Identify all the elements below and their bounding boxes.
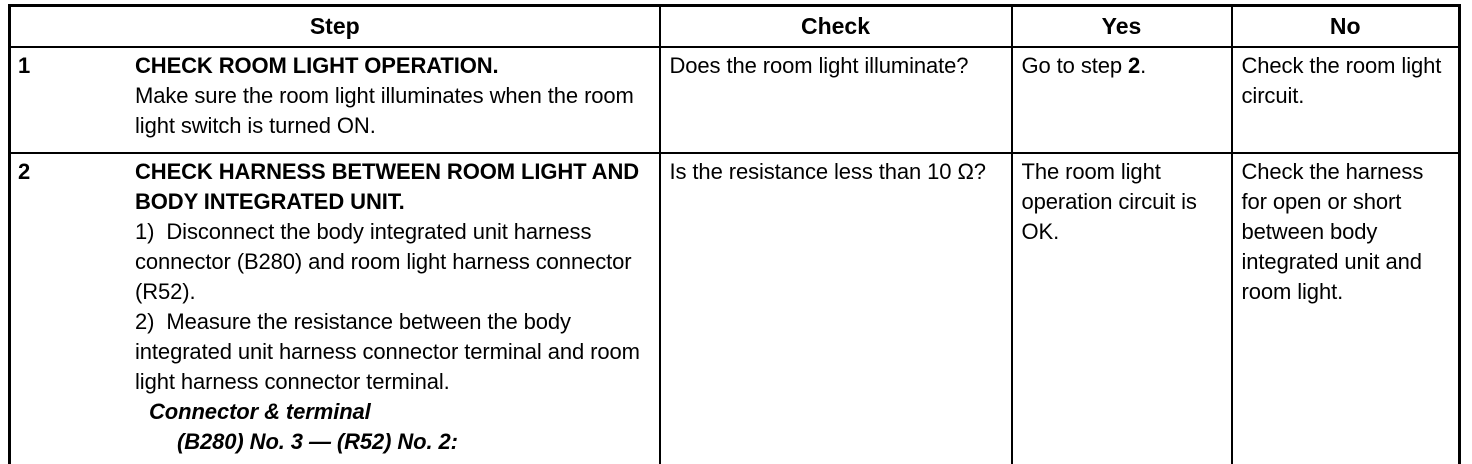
header-yes: Yes <box>1012 6 1232 48</box>
row-2-no-cell: Check the harness for open or short between body integrated unit and room light. <box>1232 153 1460 464</box>
row-2-step-number: 2 <box>18 159 31 184</box>
row-1-step-number: 1 <box>18 53 31 78</box>
row-1-no-cell: Check the room light circuit. <box>1232 47 1460 153</box>
row-2-step-instruction-2: 2) Measure the resistance between the body integrated unit harness connector terminal and room light harness connector terminal. <box>135 309 640 394</box>
table-row-1 <box>10 47 1460 153</box>
row-1-check-cell: Does the room light illuminate? <box>660 47 1012 153</box>
row-1-yes-text: Go to step <box>1021 53 1129 78</box>
header-step: Step <box>10 6 660 48</box>
row-1-step-title: CHECK ROOM LIGHT OPERATION. <box>135 53 499 78</box>
header-check: Check <box>660 6 1012 48</box>
row-2-step-cell <box>10 153 660 464</box>
row-1-yes-period: . <box>1140 53 1147 78</box>
row-1-yes-cell <box>1012 47 1232 153</box>
row-2-connector-terminals: (B280) No. 3 — (R52) No. 2: <box>177 429 458 454</box>
header-no: No <box>1232 6 1460 48</box>
table-row-2 <box>10 153 1460 464</box>
row-2-step-title: CHECK HARNESS BETWEEN ROOM LIGHT AND BODY INTEGRATED UNIT. <box>135 159 640 214</box>
row-1-step-cell <box>10 47 660 153</box>
row-1-yes-step-ref: 2 <box>1128 53 1141 78</box>
row-2-check-cell: Is the resistance less than 10 Ω? <box>660 153 1012 464</box>
row-2-yes-cell: The room light operation circuit is OK. <box>1012 153 1232 464</box>
row-1-step-description: Make sure the room light illuminates when the room light switch is turned ON. <box>135 83 634 138</box>
table-header-row <box>10 6 1460 48</box>
row-2-step-instruction-1: 1) Disconnect the body integrated unit harness connector (B280) and room light harness connector (R52). <box>135 219 632 304</box>
diagnostic-table <box>8 4 1461 464</box>
row-2-connector-label: Connector & terminal <box>149 399 371 424</box>
